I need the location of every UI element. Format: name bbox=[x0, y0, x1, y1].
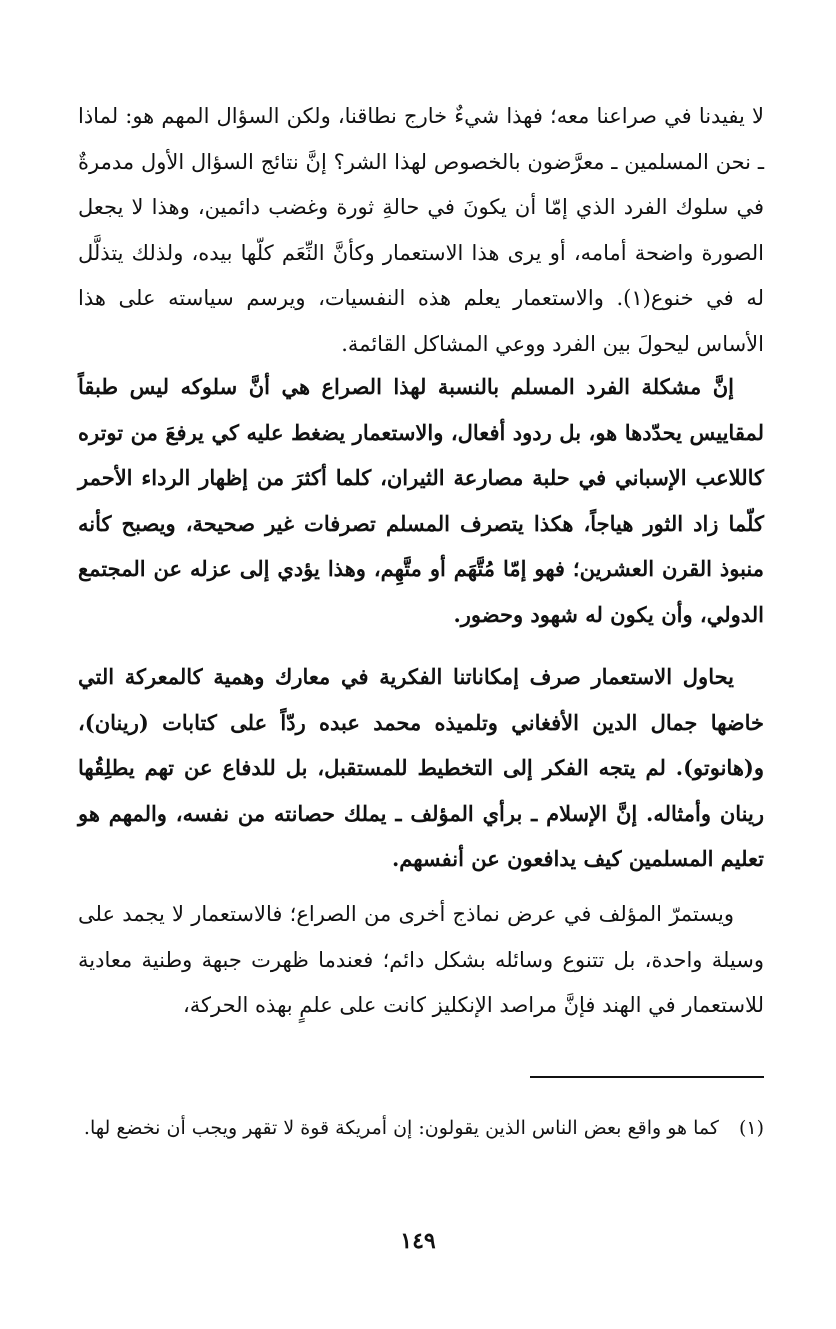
footnote-divider bbox=[530, 1076, 764, 1078]
paragraph-2: إنَّ مشكلة الفرد المسلم بالنسبة لهذا الصراع هي أنَّ سلوكه ليس طبقاً لمقاييس يحدّدها هو، بل ردود أفعال، والاستعمار يضغط عليه كي يرفعَ من توتره كاللاعب الإسباني في حلبة مصارعة الثيران، كلما أكثرَ من إظهار الرداء الأحمر كلّما زاد الثور هياجاً، هكذا يتصرف المسلم تصرفات غير صحيحة، ويصبح كأنه منبوذ القرن العشرين؛ فهو إمّا مُتَّهَم أو متَّهِم، وهذا يؤدي إلى عزله عن المجتمع الدولي، وأن يكون له شهود وحضور. bbox=[78, 374, 764, 627]
paragraph-1: لا يفيدنا في صراعنا معه؛ فهذا شيءٌ خارج نطاقنا، ولكن السؤال المهم هو: لماذا ـ نحن المسلمين ـ معرَّضون بالخصوص لهذا الشر؟ إنَّ نتائج السؤال الأول مدمرةٌ في سلوك الفرد الذي إمّا أن يكونَ في حالةِ ثورة وغضب دائمين، وهذا لا يجعل الصورة واضحة أمامه، أو يرى هذا الاستعمار وكأنَّ النِّعَم كلّها بيده، ولذلك يتذلَّل له في خنوع(١). والاستعمار يعلم هذه النفسيات، ويرسم سياسته على هذا الأساس ليحولَ بين الفرد ووعي المشاكل القائمة. bbox=[78, 104, 764, 356]
footnote-text: كما هو واقع بعض الناس الذين يقولون: إن أمريكة قوة لا تقهر ويجب أن نخضع لها. bbox=[83, 1117, 719, 1139]
page-number: ١٤٩ bbox=[400, 1228, 436, 1254]
paragraph-3: يحاول الاستعمار صرف إمكاناتنا الفكرية في معارك وهمية كالمعركة التي خاضها جمال الدين الأفغاني وتلميذه محمد عبده ردّاً على كتابات (رينان)، و(هانوتو). لم يتجه الفكر إلى التخطيط للمستقبل، بل للدفاع عن تهم يطلِقُها رينان وأمثاله. إنَّ الإسلام ـ برأي المؤلف ـ يملك حصانته من نفسه، والمهم هو تعليم المسلمين كيف يدافعون عن أنفسهم. bbox=[78, 664, 764, 871]
paragraph-4: ويستمرّ المؤلف في عرض نماذج أخرى من الصراع؛ فالاستعمار لا يجمد على وسيلة واحدة، بل تتنوع وسائله بشكل دائم؛ فعندما ظهرت جبهة وطنية معادية للاستعمار في الهند فإنَّ مراصد الإنكليز كانت على علمٍ بهذه الحركة، bbox=[78, 902, 764, 1017]
footnote-number: (١) bbox=[738, 1117, 764, 1139]
footnote bbox=[78, 1110, 764, 1147]
